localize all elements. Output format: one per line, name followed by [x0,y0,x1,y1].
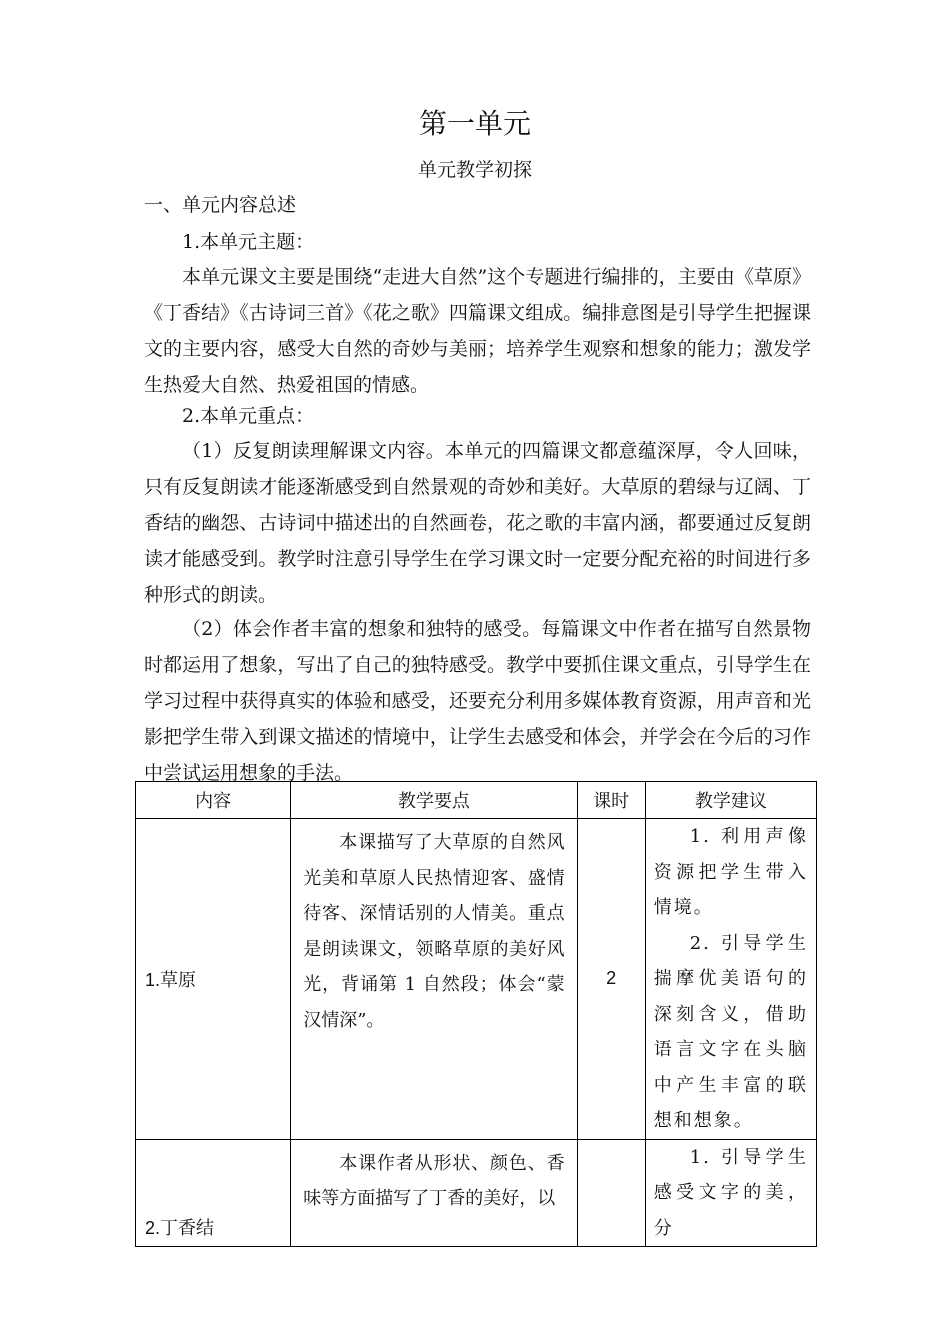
header-content: 内容 [136,782,291,819]
lesson-suggestions [645,1139,816,1247]
table-row [136,1139,817,1247]
header-class-hours: 课时 [577,782,645,819]
theme-heading: 1.本单元主题： [182,231,315,253]
section-heading: 一、单元内容总述 [144,194,297,216]
lesson-plan-table [135,781,817,1247]
lesson-hours [577,1139,645,1247]
lesson-suggestions [645,819,816,1140]
lesson-points: 本课描写了大草原的自然风光美和草原人民热情迎客、盛情待客、深情话别的人情美。重点是朗读课文，领略草原的美好风光，背诵第 1 自然段；体会“蒙汉情深”。 [303,832,565,1031]
header-teaching-points: 教学要点 [291,782,577,819]
focus-point-2: （2）体会作者丰富的想象和独特的感受。每篇课文中作者在描写自然景物时都运用了想象，写出了自己的独特感受。教学中要抓住课文重点，引导学生在学习过程中获得真实的体验和感受，还要充分利用多媒体教育资源，用声音和光影把学生带入到课文描述的情境中，让学生去感受和体会，并学会在今后的习作中尝试运用想象的手法。 [144,618,811,784]
table-row [136,819,817,1140]
focus-heading: 2.本单元重点： [182,405,315,427]
lesson-hours: 2 [577,819,645,1140]
theme-paragraph: 本单元课文主要是围绕“走进大自然”这个专题进行编排的，主要由《草原》《丁香结》《古诗词三首》《花之歌》四篇课文组成。编排意图是引导学生把握课文的主要内容，感受大自然的奇妙与美丽；培养学生观察和想象的能力；激发学生热爱大自然、热爱祖国的情感。 [144,266,811,396]
lesson-name: 1.草原 [136,819,291,1140]
lesson-name: 2.丁香结 [136,1139,291,1247]
focus-point-1: （1）反复朗读理解课文内容。本单元的四篇课文都意蕴深厚，令人回味，只有反复朗读才能逐渐感受到自然景观的奇妙和美好。大草原的碧绿与辽阔、丁香结的幽怨、古诗词中描述出的自然画卷，花之歌的丰富内涵，都要通过反复朗读才能感受到。教学时注意引导学生在学习课文时一定要分配充裕的时间进行多种形式的朗读。 [144,440,811,606]
suggestion-item: 1. 利用声像资源把学生带入情境。 [653,826,808,918]
lesson-points-cell [291,819,577,1140]
suggestion-item: 2. 引导学生揣摩优美语句的深刻含义，借助语言文字在头脑中产生丰富的联想和想象。 [653,932,808,1131]
lesson-points: 本课作者从形状、颜色、香味等方面描写了丁香的美好，以 [303,1152,565,1209]
lesson-points-cell [291,1139,577,1247]
suggestion-item: 1. 引导学生感受文字的美，分 [653,1146,808,1239]
page-title: 第一单元 [418,107,531,140]
page-subtitle: 单元教学初探 [417,159,532,181]
table-header-row [136,782,817,819]
header-teaching-suggestions: 教学建议 [645,782,816,819]
